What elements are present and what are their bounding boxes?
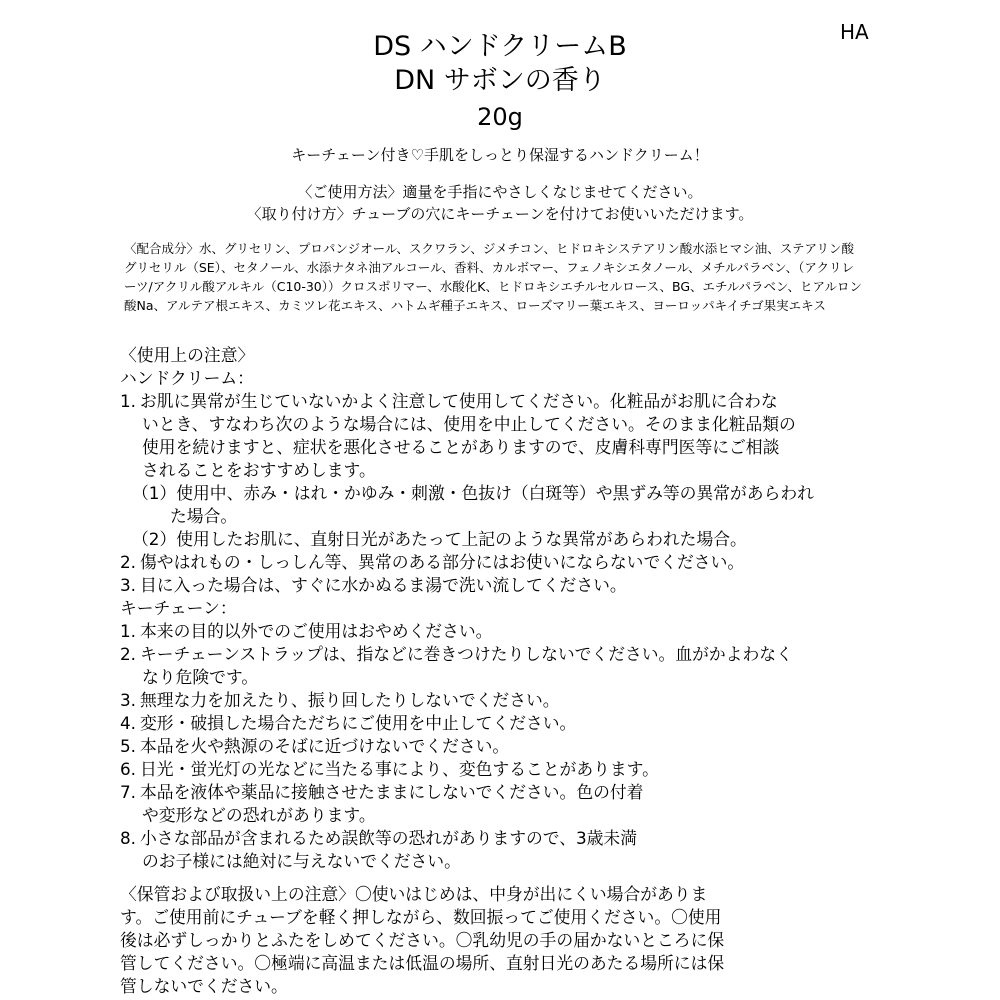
cautions-section bbox=[120, 344, 880, 998]
storage-notes: 〈保管および取扱い上の注意〉〇使いはじめは、中身が出にくい場合があります。ご使用前にチューブを軽く押しながら、数回振ってご使用ください。〇使用後は必ずしっかりとふたをしめてください。〇乳幼児の手の届かないところに保管してください。〇極端に高温または低温の場所、直射日光のあたる場所には保管しないでください。 bbox=[120, 884, 725, 996]
list-item bbox=[120, 689, 880, 712]
item-text: 本来の目的以外でのご使用はおやめください。 bbox=[140, 621, 493, 641]
item-text: や変形などの恐れがあります。 bbox=[142, 805, 376, 825]
item-text: キーチェーンストラップは、指などに巻きつけたりしないでください。血がかよわなく bbox=[140, 644, 793, 664]
item-number: 6. bbox=[120, 759, 137, 779]
list-item bbox=[120, 735, 880, 758]
list-item bbox=[120, 574, 880, 597]
hand-cream-label: ハンドクリーム： bbox=[120, 368, 254, 388]
cautions-heading: 〈使用上の注意〉 bbox=[120, 345, 255, 365]
item-number: 7. bbox=[120, 782, 137, 802]
item-number: 1. bbox=[120, 621, 137, 641]
list-item bbox=[120, 643, 880, 666]
ingredients-list: 〈配合成分〉水、グリセリン、プロパンジオール、スクワラン、ジメチコン、ヒドロキシステアリン酸水添ヒマシ油、ステアリン酸グリセリル（SE）、セタノール、水添ナタネ油アルコール、香料、カルボマー、フェノキシエタノール、メチルパラベン、（アクリレーツ/アクリル酸アルキル（C10-30））クロスポリマー、水酸化K、ヒドロキシエチルセルロース、BG、エチルパラベン、ヒアルロン酸Na、アルテア根エキス、カミツレ花エキス、ハトムギ種子エキス、ローズマリー葉エキス、ヨーロッパキイチゴ果実エキス bbox=[124, 241, 863, 313]
product-scent: DN サボンの香り bbox=[394, 65, 606, 96]
item-number: 2. bbox=[120, 644, 137, 664]
item-text: のお子様には絶対に与えないでください。 bbox=[142, 851, 461, 871]
item-text: 日光・蛍光灯の光などに当たる事により、変色することがあります。 bbox=[140, 759, 659, 779]
product-title: DS ハンドクリームB bbox=[373, 31, 627, 62]
item-number: 1. bbox=[120, 391, 137, 411]
item-text: いとき、すなわち次のような場合には、使用を中止してください。そのまま化粧品類の bbox=[142, 414, 796, 434]
item-text: 小さな部品が含まれるため誤飲等の恐れがありますので、3歳未満 bbox=[140, 828, 637, 848]
item-text: 使用を続けますと、症状を悪化させることがありますので、皮膚科専門医等にご相談 bbox=[142, 437, 780, 457]
list-item bbox=[120, 781, 880, 804]
item-text: なり危険です。 bbox=[142, 667, 259, 687]
sub-item: （2）使用したお肌に、直射日光があたって上記のような異常があらわれた場合。 bbox=[132, 529, 747, 549]
item-number: 2. bbox=[120, 552, 137, 572]
item-number: 3. bbox=[120, 690, 137, 710]
item-number: 8. bbox=[120, 828, 137, 848]
sub-item: （1）使用中、赤み・はれ・かゆみ・刺激・色抜け（白斑等）や黒ずみ等の異常があらわれ bbox=[132, 483, 814, 503]
item-text: お肌に異常が生じていないかよく注意して使用してください。化粧品がお肌に合わな bbox=[140, 391, 778, 411]
item-text: 本品を火や熱源のそばに近づけないでください。 bbox=[140, 736, 510, 756]
sub-item: た場合。 bbox=[170, 506, 238, 526]
item-text: 目に入った場合は、すぐに水かぬるま湯で洗い流してください。 bbox=[140, 575, 627, 595]
how-to-attach: 〈取り付け方〉チューブの穴にキーチェーンを付けてお使いいただけます。 bbox=[246, 205, 754, 223]
list-item bbox=[120, 712, 880, 735]
item-number: 4. bbox=[120, 713, 137, 733]
list-item bbox=[120, 827, 880, 850]
item-text: 傷やはれもの・しっしん等、異常のある部分にはお使いにならないでください。 bbox=[140, 552, 745, 572]
item-number: 3. bbox=[120, 575, 137, 595]
list-item bbox=[120, 551, 880, 574]
how-to-use: 〈ご使用方法〉適量を手指にやさしくなじませてください。 bbox=[297, 183, 703, 201]
tagline: キーチェーン付き♡手肌をしっとり保湿するハンドクリーム！ bbox=[291, 146, 709, 164]
product-weight: 20g bbox=[477, 103, 523, 131]
item-text: 変形・破損した場合ただちにご使用を中止してください。 bbox=[140, 713, 577, 733]
list-item bbox=[120, 758, 880, 781]
item-text: されることをおすすめします。 bbox=[142, 460, 376, 480]
item-text: 無理な力を加えたり、振り回したりしないでください。 bbox=[140, 690, 560, 710]
list-item bbox=[120, 390, 880, 413]
keychain-label: キーチェーン： bbox=[120, 598, 237, 618]
list-item bbox=[120, 620, 880, 643]
item-number: 5. bbox=[120, 736, 137, 756]
item-text: 本品を液体や薬品に接触させたままにしないでください。色の付着 bbox=[140, 782, 644, 802]
product-code: HA bbox=[840, 20, 869, 44]
